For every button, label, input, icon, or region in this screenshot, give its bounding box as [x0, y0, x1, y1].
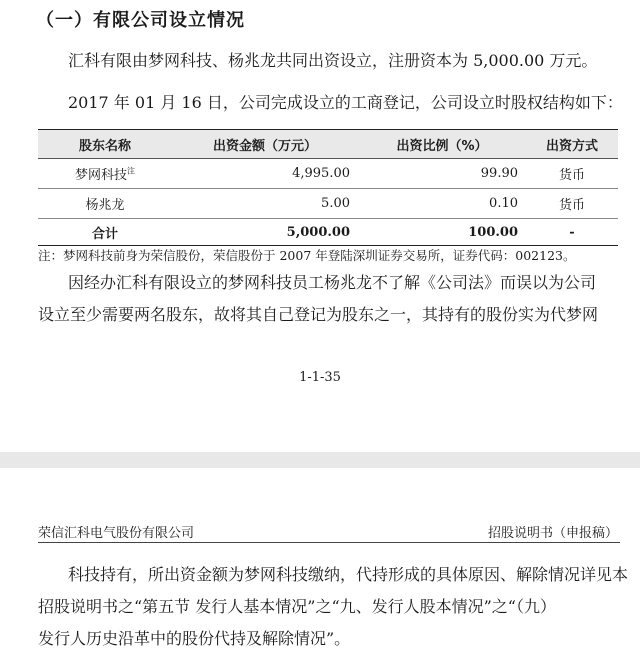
- contribution-ratio-cell: 0.10: [358, 189, 526, 219]
- contribution-method-cell: 货币: [526, 189, 618, 219]
- total-label-cell: 合计: [38, 219, 172, 246]
- contribution-amount-cell: 4,995.00: [172, 159, 358, 189]
- header-contribution-method: 出资方式: [526, 130, 618, 159]
- paragraph-establishment: 汇科有限由梦网科技、杨兆龙共同出资设立，注册资本为 5,000.00 万元。: [68, 51, 598, 70]
- header-contribution-ratio: 出资比例（%）: [358, 130, 526, 159]
- paragraph-cross-reference: 招股说明书之“第五节 发行人基本情况”之“九、发行人股本情况”之“（九）: [38, 597, 556, 616]
- contribution-method-cell: 货币: [526, 159, 618, 189]
- shareholder-name-cell: 杨兆龙: [38, 189, 172, 219]
- table-row: [38, 189, 618, 219]
- table-total-row: [38, 219, 618, 246]
- paragraph-nominee-reason: 因经办汇科有限设立的梦网科技员工杨兆龙不了解《公司法》而误以为公司: [68, 273, 597, 292]
- equity-structure-table: [38, 129, 618, 246]
- header-contribution-amount: 出资金额（万元）: [172, 130, 358, 159]
- shareholder-name: 梦网科技: [74, 168, 127, 183]
- paragraph-nominee-details: 科技持有，所出资金额为梦网科技缴纳，代持形成的具体原因、解除情况详见本: [68, 565, 629, 584]
- running-header-company: 荣信汇科电气股份有限公司: [38, 526, 195, 541]
- header-divider: [38, 542, 620, 543]
- section-heading: （一）有限公司设立情况: [36, 10, 245, 31]
- running-header-doc-title: 招股说明书（申报稿）: [487, 526, 618, 541]
- header-shareholder-name: 股东名称: [38, 130, 172, 159]
- page-separator: [0, 452, 640, 468]
- paragraph-cross-reference-cont: 发行人历史沿革中的股份代持及解除情况”。: [38, 629, 351, 648]
- contribution-ratio-cell: 99.90: [358, 159, 526, 189]
- shareholder-name-cell: [38, 159, 172, 189]
- paragraph-nominee-reason-cont: 设立至少需要两名股东，故将其自己登记为股东之一，其持有的股份实为代梦网: [38, 305, 599, 324]
- table-header-row: [38, 130, 618, 159]
- paragraph-registration: 2017 年 01 月 16 日，公司完成设立的工商登记，公司设立时股权结构如下：: [68, 93, 623, 112]
- total-method-cell: -: [526, 219, 618, 246]
- contribution-amount-cell: 5.00: [172, 189, 358, 219]
- footnote-marker: 注: [127, 166, 135, 176]
- table-footnote: 注：梦网科技前身为荣信股份，荣信股份于 2007 年登陆深圳证券交易所，证券代码：002123。: [38, 248, 576, 263]
- table-row: [38, 159, 618, 189]
- total-amount-cell: 5,000.00: [172, 219, 358, 246]
- page-number: 1-1-35: [299, 370, 341, 385]
- total-ratio-cell: 100.00: [358, 219, 526, 246]
